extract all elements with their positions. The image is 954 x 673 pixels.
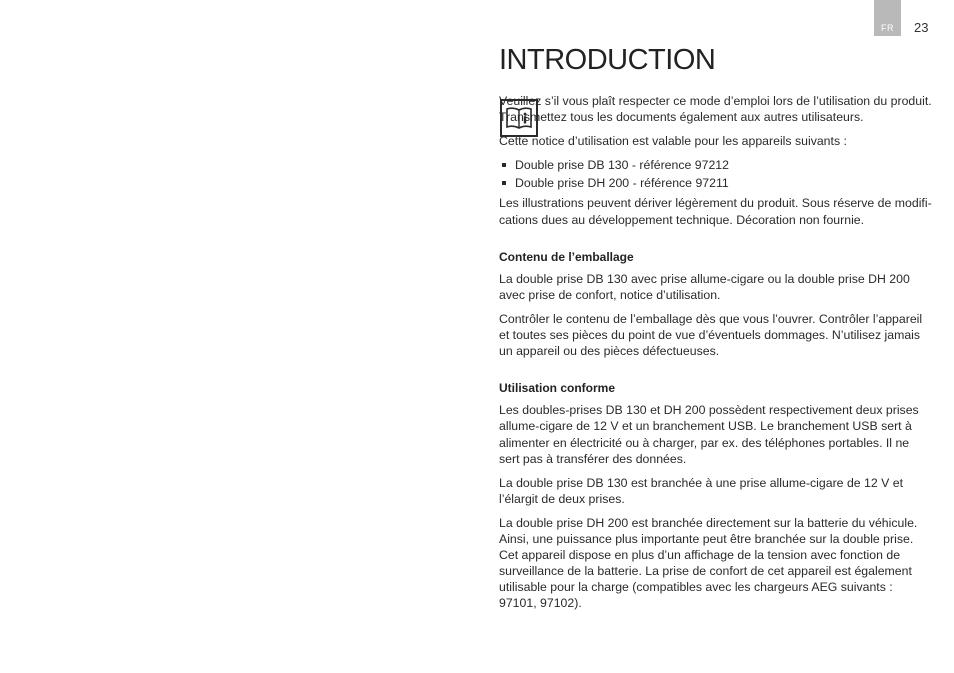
package-paragraph: La double prise DB 130 avec prise allume-cigare ou la double prise DH 200 avec prise de confort, notice d’utilisation. bbox=[499, 271, 910, 302]
valid-for-text: Cette notice d’utilisation est valable pour les appareils suivants : bbox=[499, 134, 847, 149]
language-tab bbox=[874, 0, 901, 36]
main-content bbox=[499, 93, 933, 619]
usage-paragraph: Les doubles-prises DB 130 et DH 200 possèdent respectivement deux prises allume-cigare de 12 V et un branchement USB. Le branchement USB sert à alimenter en électricité ou à charger, par ex. des téléphones portables. Il ne sert pas à transférer des données. bbox=[499, 403, 919, 466]
list-item: Double prise DB 130 - référence 97212 bbox=[499, 157, 933, 173]
page-title: INTRODUCTION bbox=[499, 44, 716, 76]
usage-paragraph: La double prise DH 200 est branchée directement sur la batterie du véhicule. Ainsi, une puissance plus importante peut être branchée sur la double prise. Cet appareil dispose en plus d’un affichage de la tension avec fonction de surveillance de la batterie. La prise de confort de cet appareil est également utilisable pour la charge (compatibles avec les chargeurs AEG suivants : 97101, 97102). bbox=[499, 515, 918, 611]
package-heading: Contenu de l’emballage bbox=[499, 249, 634, 264]
disclaimer-text: Les illustrations peuvent dériver légèrement du produit. Sous réserve de modifications dues au développement technique. Décoration non fournie. bbox=[499, 196, 932, 227]
usage-heading: Utilisation conforme bbox=[499, 381, 616, 396]
page-number: 23 bbox=[914, 20, 929, 35]
usage-paragraph: La double prise DB 130 est branchée à une prise allume-cigare de 12 V et l’élargit de deux prises. bbox=[499, 475, 904, 506]
package-paragraph: Contrôler le contenu de l’emballage dès que vous l’ouvrer. Contrôler l’appareil et toutes ses pièces du point de vue d’éventuels dommages. N’utilisez jamais un appareil ou des pièces défectueuses. bbox=[499, 311, 923, 359]
intro-text: Veuillez s’il vous plaît respecter ce mode d’emploi lors de l’utilisation du produit. Transmettez tous les documents également aux autres utilisateurs. bbox=[499, 94, 932, 125]
language-code: FR bbox=[881, 23, 894, 33]
device-list bbox=[499, 157, 933, 191]
list-item: Double prise DH 200 - référence 97211 bbox=[499, 175, 933, 191]
